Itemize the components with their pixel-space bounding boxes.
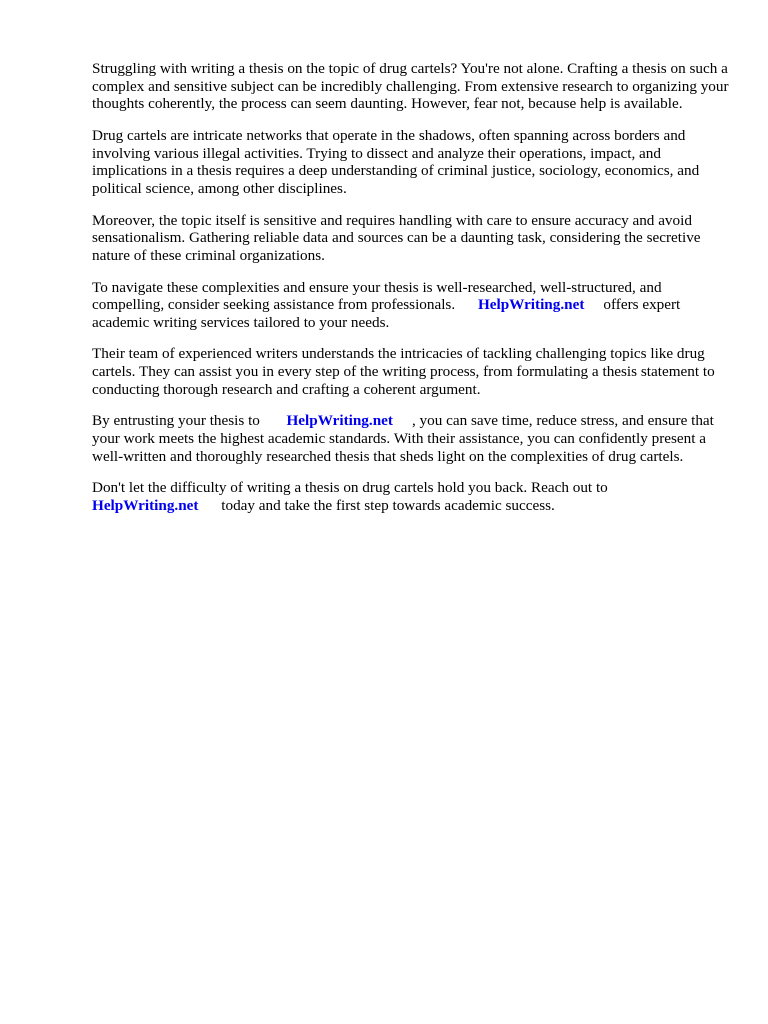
paragraph-call-to-action-text-before: Don't let the difficulty of writing a thesis on drug cartels hold you back. Reach out to xyxy=(92,479,608,497)
paragraph-cartel-networks: Drug cartels are intricate networks that operate in the shadows, often spanning across borders and involving various illegal activities. Trying to dissect and analyze their operations, impact, and implications in a thesis requires a deep understanding of criminal justice, sociology, economics, and political science, among other disciplines. xyxy=(92,126,700,197)
paragraph-call-to-action xyxy=(92,479,732,514)
paragraph-entrusting-text-before: By entrusting your thesis to xyxy=(92,412,260,430)
document-body xyxy=(92,60,732,529)
paragraph-intro: Struggling with writing a thesis on the topic of drug cartels? You're not alone. Crafting a thesis on such a complex and sensitive subject can be incredibly challenging. From extensive research to organizing your thoughts coherently, the process can seem daunting. However, fear not, because help is available. xyxy=(92,60,729,113)
paragraph-seek-assistance-text-after: offers expert academic writing services tailored to your needs. xyxy=(92,296,681,331)
helpwriting-link[interactable]: HelpWriting.net xyxy=(92,497,199,514)
paragraph-experienced-writers: Their team of experienced writers understands the intricacies of tackling challenging topics like drug cartels. They can assist you in every step of the writing process, from formulating a thesis statement to conducting thorough research and crafting a coherent argument. xyxy=(92,345,715,398)
paragraph-call-to-action-text-after: today and take the first step towards academic success. xyxy=(221,497,555,514)
paragraph-entrusting xyxy=(92,412,732,465)
paragraph-entrusting-text-after: , you can save time, reduce stress, and ensure that your work meets the highest academic standards. With their assistance, you can confidently present a well-written and thoroughly researched thesis that sheds light on the complexities of drug cartels. xyxy=(92,412,714,465)
paragraph-sensitivity: Moreover, the topic itself is sensitive and requires handling with care to ensure accuracy and avoid sensationalism. Gathering reliable data and sources can be a daunting task, considering the secretive nature of these criminal organizations. xyxy=(92,211,701,264)
paragraph-seek-assistance-text-before: To navigate these complexities and ensure your thesis is well-researched, well-structured, and compelling, consider seeking assistance from professionals. xyxy=(92,278,662,314)
helpwriting-link[interactable]: HelpWriting.net xyxy=(477,296,585,314)
paragraph-seek-assistance xyxy=(92,279,732,332)
helpwriting-link[interactable]: HelpWriting.net xyxy=(286,412,393,430)
